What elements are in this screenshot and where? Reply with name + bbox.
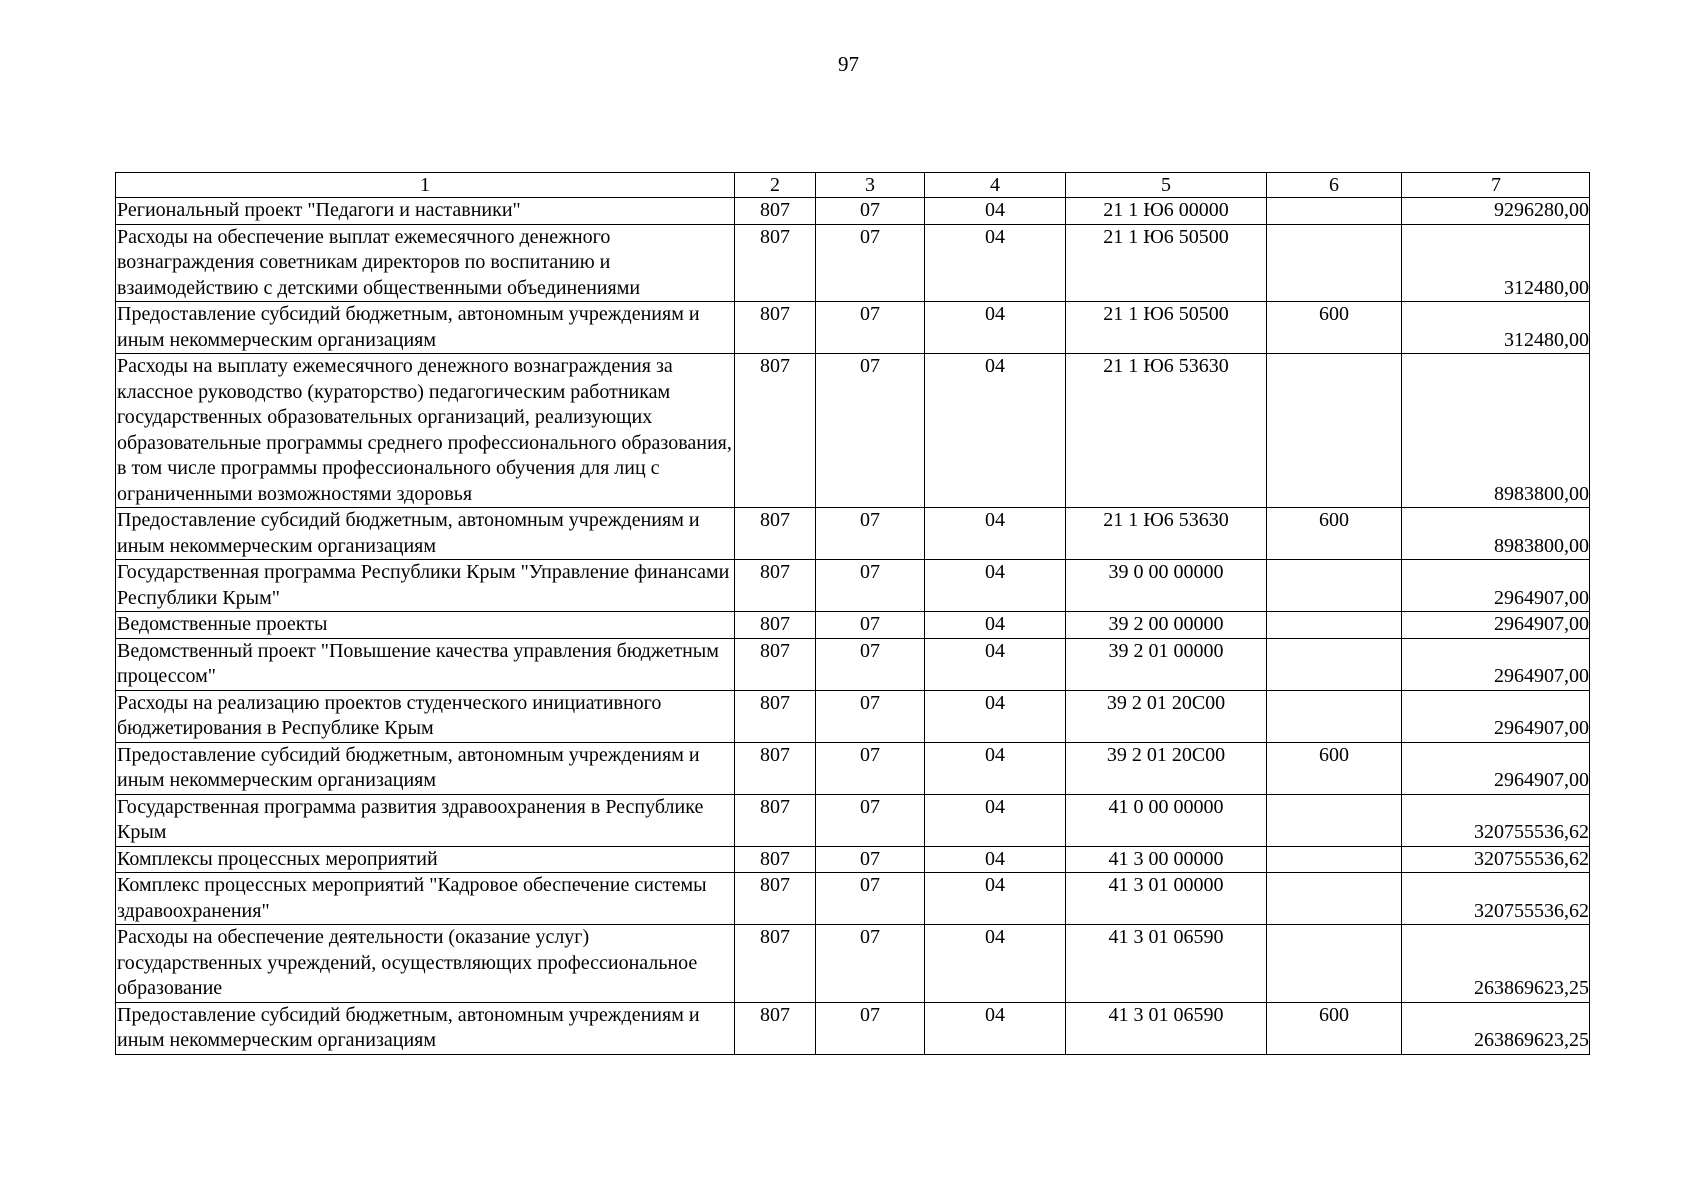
col3-cell: 07: [816, 560, 925, 612]
col4-cell: 04: [925, 742, 1066, 794]
row-name-cell: Государственная программа Республики Крым "Управление финансами Республики Крым": [116, 560, 735, 612]
table-row: [116, 742, 1590, 794]
amount-cell: 320755536,62: [1402, 794, 1590, 846]
col2-cell: 807: [735, 742, 816, 794]
col3-cell: 07: [816, 794, 925, 846]
col3-cell: 07: [816, 638, 925, 690]
col3-cell: 07: [816, 612, 925, 639]
table-row: [116, 1002, 1590, 1054]
col2-cell: 807: [735, 638, 816, 690]
row-name-cell: Предоставление субсидий бюджетным, автономным учреждениям и иным некоммерческим организациям: [116, 742, 735, 794]
col5-cell: 39 2 01 20С00: [1066, 742, 1267, 794]
table-row: [116, 560, 1590, 612]
col4-cell: 04: [925, 508, 1066, 560]
col4-cell: 04: [925, 925, 1066, 1003]
col5-cell: 41 3 01 00000: [1066, 873, 1267, 925]
col2-cell: 807: [735, 560, 816, 612]
table-row: [116, 794, 1590, 846]
col3-cell: 07: [816, 846, 925, 873]
col6-cell: 600: [1267, 508, 1402, 560]
header-cell-2: 2: [735, 173, 816, 198]
row-name-cell: Расходы на выплату ежемесячного денежного вознаграждения за классное руководство (кураторство) педагогическим работникам государственных образовательных организаций, реализующих образовательные программы среднего профессионального образования, в том числе программы профессионального обучения для лиц с ограниченными возможностями здоровья: [116, 354, 735, 508]
col5-cell: 41 0 00 00000: [1066, 794, 1267, 846]
amount-cell: 312480,00: [1402, 302, 1590, 354]
col2-cell: 807: [735, 198, 816, 225]
col6-cell: [1267, 638, 1402, 690]
header-row: [116, 173, 1590, 198]
col2-cell: 807: [735, 846, 816, 873]
table-row: [116, 354, 1590, 508]
table-row: [116, 925, 1590, 1003]
col4-cell: 04: [925, 846, 1066, 873]
col2-cell: 807: [735, 354, 816, 508]
table-row: [116, 508, 1590, 560]
amount-cell: 2964907,00: [1402, 690, 1590, 742]
col2-cell: 807: [735, 925, 816, 1003]
amount-cell: 312480,00: [1402, 224, 1590, 302]
col6-cell: [1267, 354, 1402, 508]
col6-cell: [1267, 846, 1402, 873]
header-cell-4: 4: [925, 173, 1066, 198]
table-body: [116, 173, 1590, 1055]
row-name-cell: Предоставление субсидий бюджетным, автономным учреждениям и иным некоммерческим организациям: [116, 508, 735, 560]
col6-cell: [1267, 224, 1402, 302]
col6-cell: [1267, 690, 1402, 742]
header-cell-7: 7: [1402, 173, 1590, 198]
col6-cell: [1267, 560, 1402, 612]
table-row: [116, 612, 1590, 639]
col4-cell: 04: [925, 224, 1066, 302]
header-cell-3: 3: [816, 173, 925, 198]
table-row: [116, 224, 1590, 302]
col5-cell: 39 2 00 00000: [1066, 612, 1267, 639]
col3-cell: 07: [816, 742, 925, 794]
row-name-cell: Предоставление субсидий бюджетным, автономным учреждениям и иным некоммерческим организациям: [116, 1002, 735, 1054]
col3-cell: 07: [816, 925, 925, 1003]
col5-cell: 21 1 Ю6 50500: [1066, 302, 1267, 354]
col5-cell: 21 1 Ю6 50500: [1066, 224, 1267, 302]
amount-cell: 2964907,00: [1402, 612, 1590, 639]
amount-cell: 8983800,00: [1402, 508, 1590, 560]
col5-cell: 39 2 01 20С00: [1066, 690, 1267, 742]
col2-cell: 807: [735, 690, 816, 742]
header-cell-6: 6: [1267, 173, 1402, 198]
col4-cell: 04: [925, 794, 1066, 846]
col3-cell: 07: [816, 1002, 925, 1054]
col5-cell: 41 3 00 00000: [1066, 846, 1267, 873]
col2-cell: 807: [735, 508, 816, 560]
table-row: [116, 846, 1590, 873]
col4-cell: 04: [925, 1002, 1066, 1054]
amount-cell: 2964907,00: [1402, 560, 1590, 612]
amount-cell: 2964907,00: [1402, 742, 1590, 794]
col5-cell: 39 0 00 00000: [1066, 560, 1267, 612]
table-row: [116, 638, 1590, 690]
row-name-cell: Региональный проект "Педагоги и наставники": [116, 198, 735, 225]
col3-cell: 07: [816, 198, 925, 225]
col5-cell: 41 3 01 06590: [1066, 925, 1267, 1003]
amount-cell: 263869623,25: [1402, 925, 1590, 1003]
col6-cell: 600: [1267, 742, 1402, 794]
col6-cell: [1267, 925, 1402, 1003]
col5-cell: 41 3 01 06590: [1066, 1002, 1267, 1054]
row-name-cell: Предоставление субсидий бюджетным, автономным учреждениям и иным некоммерческим организациям: [116, 302, 735, 354]
col4-cell: 04: [925, 873, 1066, 925]
amount-cell: 2964907,00: [1402, 638, 1590, 690]
col4-cell: 04: [925, 638, 1066, 690]
col2-cell: 807: [735, 794, 816, 846]
col5-cell: 21 1 Ю6 53630: [1066, 354, 1267, 508]
col4-cell: 04: [925, 690, 1066, 742]
col4-cell: 04: [925, 302, 1066, 354]
col6-cell: [1267, 612, 1402, 639]
col6-cell: [1267, 873, 1402, 925]
table-row: [116, 198, 1590, 225]
row-name-cell: Расходы на обеспечение выплат ежемесячного денежного вознаграждения советникам директоров по воспитанию и взаимодействию с детскими общественными объединениями: [116, 224, 735, 302]
row-name-cell: Комплексы процессных мероприятий: [116, 846, 735, 873]
col2-cell: 807: [735, 224, 816, 302]
row-name-cell: Расходы на обеспечение деятельности (оказание услуг) государственных учреждений, осуществляющих профессиональное образование: [116, 925, 735, 1003]
header-cell-5: 5: [1066, 173, 1267, 198]
col6-cell: 600: [1267, 1002, 1402, 1054]
col3-cell: 07: [816, 354, 925, 508]
amount-cell: 9296280,00: [1402, 198, 1590, 225]
row-name-cell: Ведомственные проекты: [116, 612, 735, 639]
col3-cell: 07: [816, 690, 925, 742]
budget-table: [115, 172, 1590, 1055]
col5-cell: 21 1 Ю6 00000: [1066, 198, 1267, 225]
amount-cell: 320755536,62: [1402, 873, 1590, 925]
table-row: [116, 690, 1590, 742]
col4-cell: 04: [925, 354, 1066, 508]
col2-cell: 807: [735, 1002, 816, 1054]
amount-cell: 263869623,25: [1402, 1002, 1590, 1054]
header-cell-1: 1: [116, 173, 735, 198]
col5-cell: 21 1 Ю6 53630: [1066, 508, 1267, 560]
col5-cell: 39 2 01 00000: [1066, 638, 1267, 690]
page-number: 97: [838, 52, 859, 76]
col6-cell: [1267, 794, 1402, 846]
col6-cell: [1267, 198, 1402, 225]
row-name-cell: Расходы на реализацию проектов студенческого инициативного бюджетирования в Республике Крым: [116, 690, 735, 742]
row-name-cell: Комплекс процессных мероприятий "Кадровое обеспечение системы здравоохранения": [116, 873, 735, 925]
col3-cell: 07: [816, 302, 925, 354]
col2-cell: 807: [735, 873, 816, 925]
row-name-cell: Ведомственный проект "Повышение качества управления бюджетным процессом": [116, 638, 735, 690]
amount-cell: 320755536,62: [1402, 846, 1590, 873]
amount-cell: 8983800,00: [1402, 354, 1590, 508]
col6-cell: 600: [1267, 302, 1402, 354]
col3-cell: 07: [816, 224, 925, 302]
row-name-cell: Государственная программа развития здравоохранения в Республике Крым: [116, 794, 735, 846]
col3-cell: 07: [816, 873, 925, 925]
col2-cell: 807: [735, 302, 816, 354]
col4-cell: 04: [925, 198, 1066, 225]
col4-cell: 04: [925, 560, 1066, 612]
col2-cell: 807: [735, 612, 816, 639]
table-row: [116, 873, 1590, 925]
col4-cell: 04: [925, 612, 1066, 639]
col3-cell: 07: [816, 508, 925, 560]
table-row: [116, 302, 1590, 354]
